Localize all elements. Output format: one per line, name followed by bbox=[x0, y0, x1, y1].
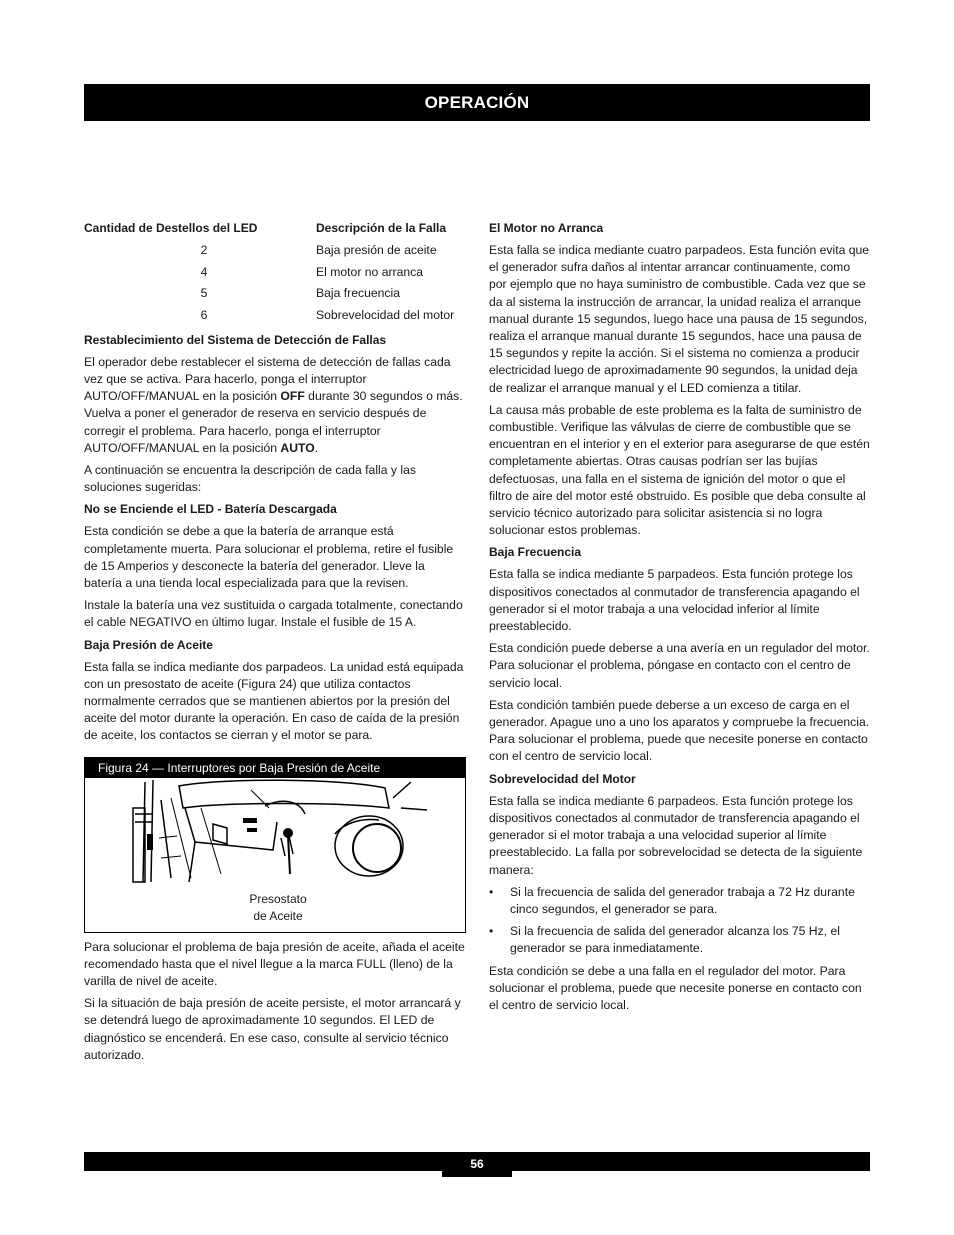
figure-24 bbox=[84, 757, 466, 933]
fault-description: El motor no arranca bbox=[316, 264, 424, 279]
fault-description: Baja presión de aceite bbox=[316, 243, 437, 257]
list-item: • Si la frecuencia de salida del generador alcanza los 75 Hz, el generador se para inmediatamente. bbox=[489, 924, 840, 956]
reset-heading: Restablecimiento del Sistema de Detección de Fallas bbox=[84, 332, 387, 347]
off-label: OFF bbox=[280, 389, 305, 404]
battery-install-paragraph: Instale la batería una vez sustituida o cargada totalmente, conectando el cable NEGATIVO en último lugar. Instale el fusible de 15 A. bbox=[84, 598, 463, 630]
section-title: OPERACIÓN bbox=[424, 93, 530, 112]
section-title-bar bbox=[84, 84, 870, 121]
led-count: 5 bbox=[200, 286, 208, 301]
left-column bbox=[84, 220, 466, 1069]
figure-callout: Presostato de Aceite bbox=[249, 891, 307, 923]
reset-paragraph: El operador debe restablecer el sistema de detección de fallas cada vez que se activa. Para hacerlo, ponga el interruptor AUTO/OFF/MANUAL en la posición OFF durante 30 segundos o más. Vuelva a poner el generador de reserva en servicio después de corregir el problema. Para hacerlo, ponga el interruptor AUTO/OFF/MANUAL en la posición AUTO. bbox=[84, 354, 463, 455]
figure-caption: Figura 24 — Interruptores por Baja Presión de Aceite bbox=[85, 758, 465, 778]
low-frequency-load-paragraph: Esta condición también puede deberse a un exceso de carga en el generador. Apague uno a uno los aparatos y compruebe la frecuencia. Para solucionar el problema, puede que necesite ponerse en contacto con el centro de servicio local. bbox=[489, 697, 870, 764]
overspeed-paragraph: Esta falla se indica mediante 6 parpadeos. Esta función protege los dispositivos conectados al conmutador de transferencia apagando el generador si el motor trabaja a una velocidad superior al límite preestablecido. La falla por sobrevelocidad se detecta de la siguiente manera: bbox=[489, 793, 863, 877]
oil-solution-paragraph: Para solucionar el problema de baja presión de aceite, añada el aceite recomendado hasta que el nivel llegue a la marca FULL (lleno) de la varilla de nivel de aceite. bbox=[84, 939, 465, 989]
bullet-icon: • bbox=[489, 884, 494, 899]
low-frequency-heading: Baja Frecuencia bbox=[489, 545, 582, 560]
led-count: 2 bbox=[200, 243, 208, 257]
led-count-header: Cantidad de Destellos del LED bbox=[84, 221, 258, 235]
right-column bbox=[489, 220, 871, 1019]
led-count: 6 bbox=[200, 308, 208, 323]
oil-pressure-heading: Baja Presión de Aceite bbox=[84, 637, 213, 652]
low-frequency-regulator-paragraph: Esta condición puede deberse a una avería en un regulador del motor. Para solucionar el problema, póngase en contacto con el centro de servicio local. bbox=[489, 641, 870, 690]
no-led-heading: No se Enciende el LED - Batería Descargada bbox=[84, 502, 337, 517]
overspeed-heading: Sobrevelocidad del Motor bbox=[489, 771, 636, 786]
fault-description: Baja frecuencia bbox=[316, 286, 401, 301]
oil-pressure-paragraph: Esta falla se indica mediante dos parpadeos. La unidad está equipada con un presostato de aceite (Figura 24) que utiliza contactos normalmente cerrados que se mantienen abiertos por la presión del aceite del motor durante la operación. En caso de caída de la presión de aceite, los contactos se cierran y el motor se para. bbox=[84, 659, 464, 743]
fault-description-header: Descripción de la Falla bbox=[316, 221, 447, 235]
bullet-icon: • bbox=[489, 924, 494, 939]
led-fault-table bbox=[84, 220, 466, 329]
no-start-paragraph: Esta falla se indica mediante cuatro parpadeos. Esta función evita que el generador sufra daños al intentar arrancar continuamente, como por ejemplo que no haya suministro de combustible. Cada vez que se da al sistema la instrucción de arrancar, la unidad realiza el arranque manual durante 15 segundos, luego hace una pausa de 15 segundos, realiza el arranque manual durante 15 segundos, hace una pausa de 15 segundos y repite la acción. Si el sistema no comienza a producir electricidad luego de aproximadamente 90 segundos, la unidad deja de realizar el arranque manual y el LED comienza a titilar. bbox=[489, 243, 870, 395]
table-row bbox=[84, 264, 466, 286]
fault-description: Sobrevelocidad del motor bbox=[316, 308, 455, 323]
oil-persist-paragraph: Si la situación de baja presión de aceite persiste, el motor arrancará y se detendrá luego de aproximadamente 10 segundos. El LED de diagnóstico se encenderá. En ese caso, consulte al servicio técnico autorizado. bbox=[84, 996, 461, 1062]
table-row bbox=[84, 285, 466, 307]
no-start-cause-paragraph: La causa más probable de este problema es la falta de suministro de combustible. Verifique las válvulas de cierre de combustible que se encuentran en el interior y en el exterior para asegurarse de que estén completamente abiertas. Otras causas podrían ser las bujías defectuosas, una falla en el sistema de ignición del motor o que el filtro de aire del motor esté obstruido. Es posible que deba consulte al servicio técnico autorizado para solicitar asistencia si no logra solucionar estos problemas. bbox=[489, 402, 870, 538]
table-row bbox=[84, 307, 466, 329]
table-row bbox=[84, 242, 466, 264]
overspeed-regulator-paragraph: Esta condición se debe a una falla en el regulador del motor. Para solucionar el problema, puede que necesite ponerse en contacto con el centro de servicio local. bbox=[489, 963, 862, 1012]
no-led-paragraph: Esta condición se debe a que la batería de arranque está completamente muerta. Para solucionar el problema, retire el fusible de 15 Amperios y desconecte la batería del generador. Lleve la batería a una tienda local especializada para que la revisen. bbox=[84, 524, 454, 591]
no-start-heading: El Motor no Arranca bbox=[489, 221, 604, 235]
overspeed-list bbox=[489, 884, 871, 958]
oil-pressure-switch-illustration bbox=[131, 778, 431, 886]
intro-paragraph: A continuación se encuentra la descripción de cada falla y las soluciones sugeridas: bbox=[84, 463, 416, 495]
low-frequency-paragraph: Esta falla se indica mediante 5 parpadeos. Esta función protege los dispositivos conectados al conmutador de transferencia apagando el generador si el motor trabaja a una velocidad inferior al límite preestablecido. bbox=[489, 567, 860, 634]
list-item: • Si la frecuencia de salida del generador trabaja a 72 Hz durante cinco segundos, el generador se para. bbox=[489, 884, 855, 916]
led-count: 4 bbox=[200, 264, 208, 279]
page-number: 56 bbox=[442, 1152, 512, 1177]
auto-label: AUTO bbox=[280, 440, 315, 455]
